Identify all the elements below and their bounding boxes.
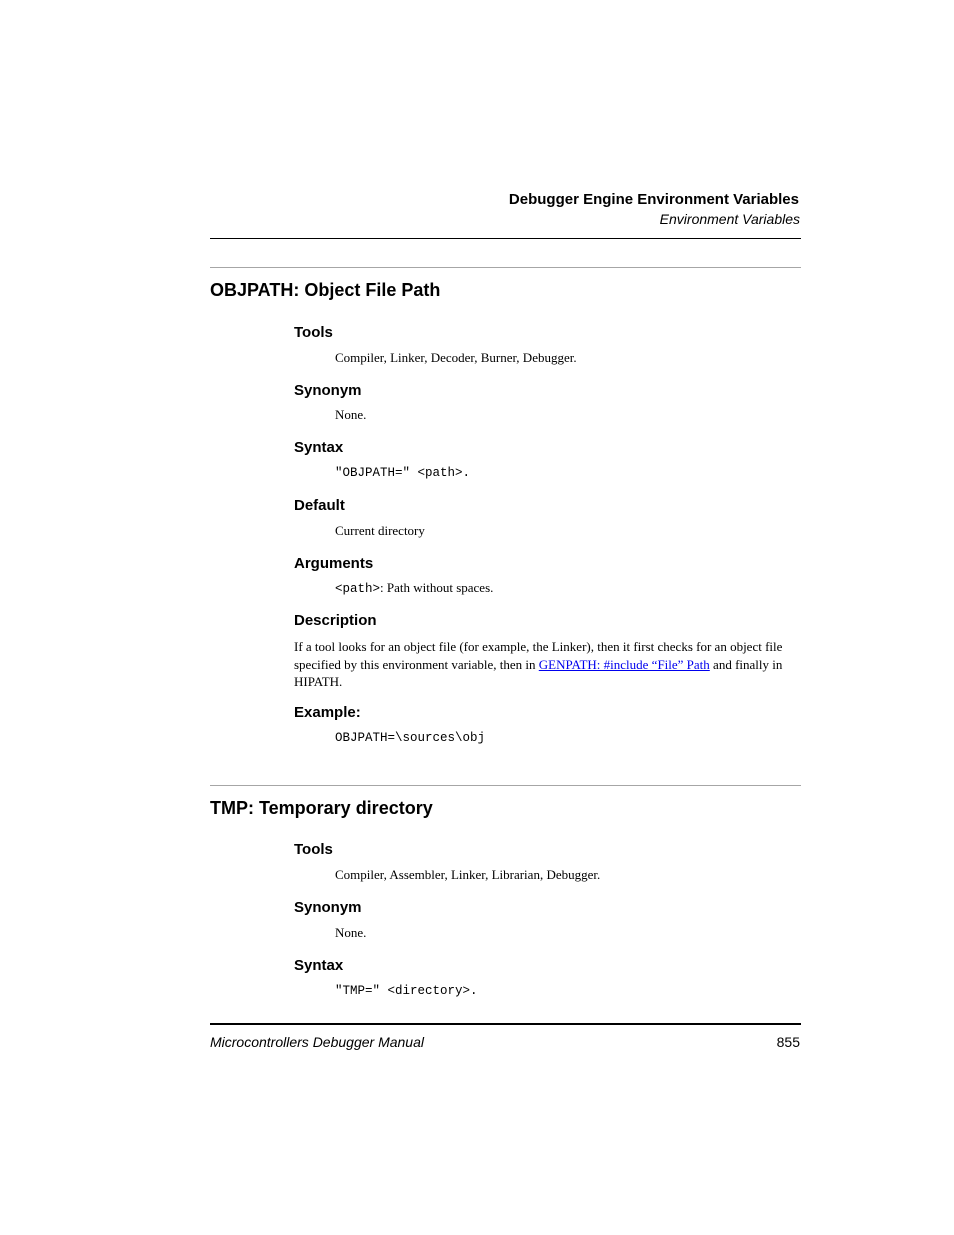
tools-heading: Tools — [294, 324, 333, 341]
synonym-heading: Synonym — [294, 899, 362, 916]
running-header-title: Debugger Engine Environment Variables — [508, 191, 799, 208]
section-divider — [210, 785, 801, 786]
description-heading: Description — [294, 612, 377, 629]
arguments-description: : Path without spaces. — [380, 580, 494, 595]
footer-manual-title: Microcontrollers Debugger Manual — [210, 1034, 424, 1050]
section-divider — [210, 267, 801, 268]
description-text-start: If a tool looks for an object file (for example, the Linker), then it first checks for an object file specified by this environment variable, then in — [294, 639, 783, 672]
section-title-objpath: OBJPATH: Object File Path — [210, 280, 441, 300]
example-code: OBJPATH=\sources\obj — [335, 731, 486, 745]
page-number: 855 — [776, 1034, 800, 1050]
syntax-code: "TMP=" <directory>. — [335, 984, 478, 998]
default-text: Current directory — [335, 523, 425, 538]
header-rule — [210, 238, 801, 239]
section-title-tmp: TMP: Temporary directory — [210, 798, 433, 818]
synonym-text: None. — [335, 407, 367, 422]
footer-rule — [210, 1023, 801, 1025]
genpath-link[interactable]: GENPATH: #include “File” Path — [538, 656, 710, 672]
arguments-code: <path> — [335, 582, 381, 596]
synonym-heading: Synonym — [294, 382, 362, 399]
tools-text: Compiler, Assembler, Linker, Librarian, Debugger. — [335, 867, 601, 882]
syntax-heading: Syntax — [294, 957, 344, 974]
arguments-text — [335, 580, 493, 596]
synonym-text: None. — [335, 925, 367, 940]
description-paragraph — [294, 638, 801, 691]
syntax-code: "OBJPATH=" <path>. — [335, 466, 471, 480]
default-heading: Default — [294, 497, 345, 514]
tools-heading: Tools — [294, 841, 333, 858]
description-text-end: and finally in HIPATH. — [294, 656, 783, 689]
syntax-heading: Syntax — [294, 439, 344, 456]
tools-text: Compiler, Linker, Decoder, Burner, Debugger. — [335, 350, 577, 365]
example-heading: Example: — [294, 704, 361, 721]
arguments-heading: Arguments — [294, 555, 374, 572]
running-header-subtitle: Environment Variables — [659, 211, 800, 227]
